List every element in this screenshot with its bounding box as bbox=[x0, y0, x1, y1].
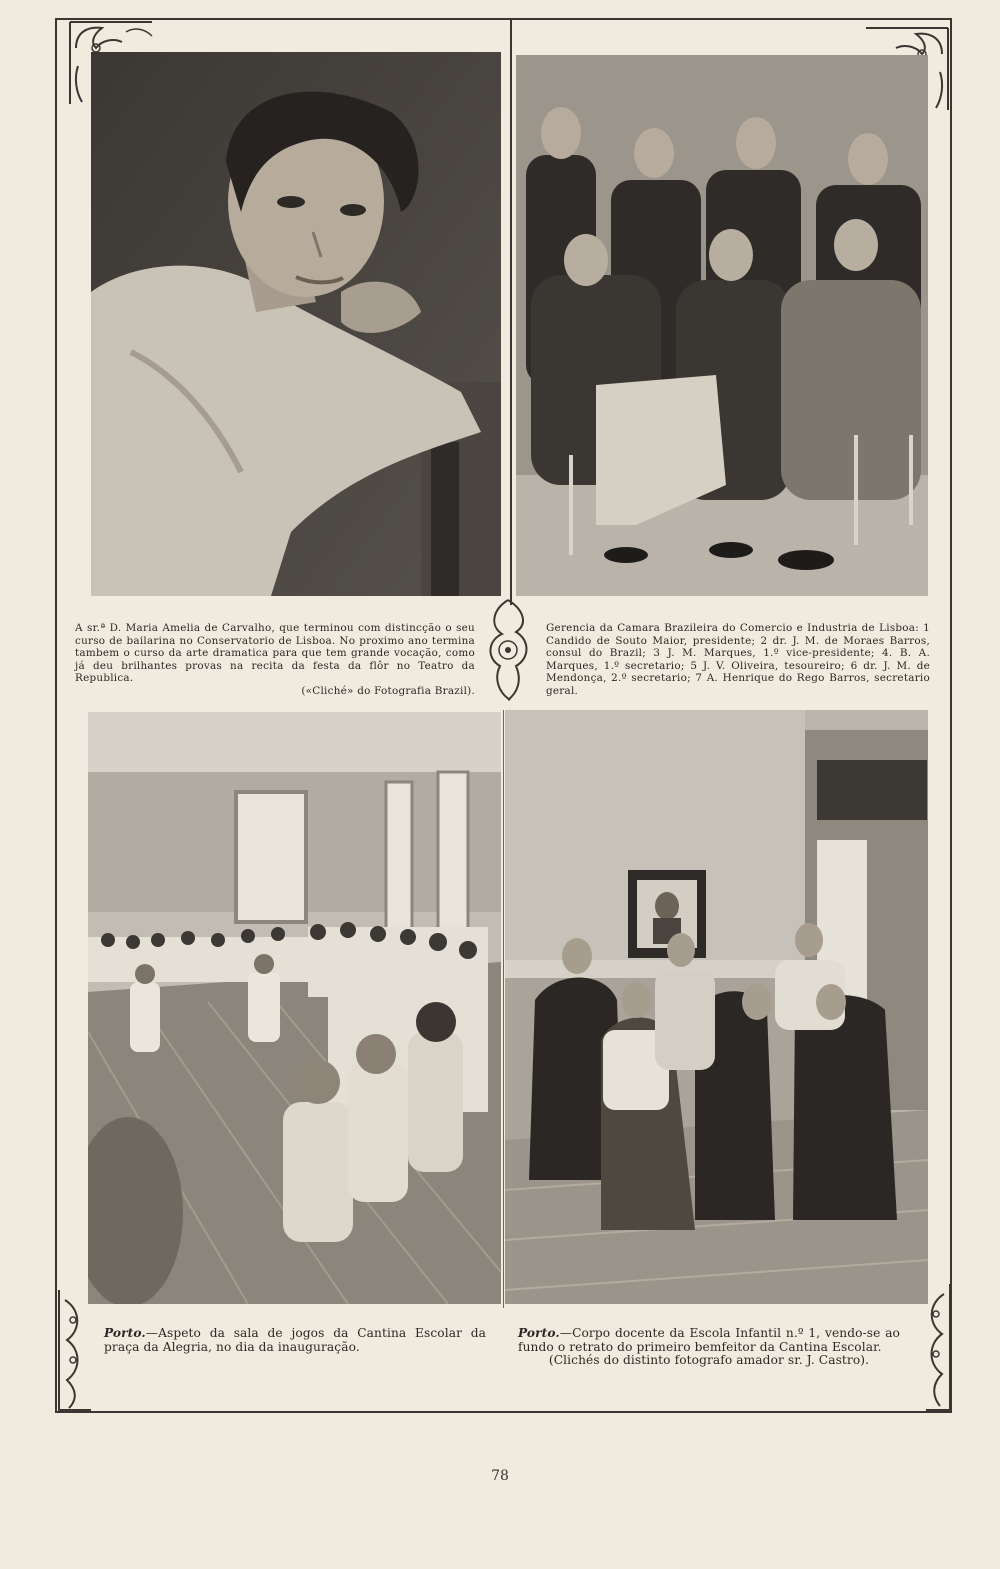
caption-school-playroom bbox=[104, 1327, 486, 1354]
caption-teaching-staff bbox=[518, 1327, 900, 1368]
photo-school-playroom bbox=[88, 712, 501, 1304]
center-flourish-ornament bbox=[478, 596, 538, 706]
photo-portrait-dancer bbox=[91, 52, 501, 596]
photo-teaching-staff bbox=[505, 710, 928, 1304]
caption-teaching-staff-place: Porto. bbox=[518, 1326, 560, 1340]
caption-portrait-dancer-body: A sr.ª D. Maria Amelia de Carvalho, que terminou com distincção o seu curso de bailarina no Conservatorio de Lisboa. No proximo ano termina tambem o curso da arte dramatica para que tem grande vocação, como já deu brilhantes provas na recita da festa da flôr no Teatro da Republica. bbox=[75, 622, 475, 685]
caption-chamber-of-commerce bbox=[546, 622, 930, 698]
caption-teaching-staff-body: —Corpo docente da Escola Infantil n.º 1, vendo-se ao fundo o retrato do primeiro bemfeitor da Cantina Escolar. bbox=[518, 1326, 900, 1354]
corner-ornament-bottom-left bbox=[55, 1290, 95, 1414]
caption-teaching-staff-credit: (Clichés do distinto fotografo amador sr. J. Castro). bbox=[548, 1353, 870, 1368]
page-number: 78 bbox=[491, 1468, 509, 1484]
photo-chamber-of-commerce-board bbox=[516, 55, 928, 596]
top-column-divider bbox=[510, 20, 512, 605]
caption-chamber-of-commerce-body: Gerencia da Camara Brazileira do Comercio e Industria de Lisboa: 1 Candido de Souto Maior, presidente; 2 dr. J. M. de Moraes Barros, consul do Brazil; 3 J. M. Marques, 1.º vice-presidente; 4. B. A. Marques, 1.º secretario; 5 J. V. Oliveira, tesoureiro; 6 dr. J. M. de Mendonça, 2.º secretario; 7 A. Henrique do Rego Barros, secretario geral. bbox=[546, 622, 930, 697]
caption-school-playroom-body: —Aspeto da sala de jogos da Cantina Escolar da praça da Alegria, no dia da inauguração. bbox=[104, 1326, 486, 1354]
caption-portrait-dancer-credit: («Cliché» do Fotografia Brazil). bbox=[301, 684, 475, 697]
bottom-column-divider bbox=[503, 710, 504, 1308]
caption-school-playroom-place: Porto. bbox=[104, 1326, 146, 1340]
caption-portrait-dancer bbox=[75, 622, 475, 698]
